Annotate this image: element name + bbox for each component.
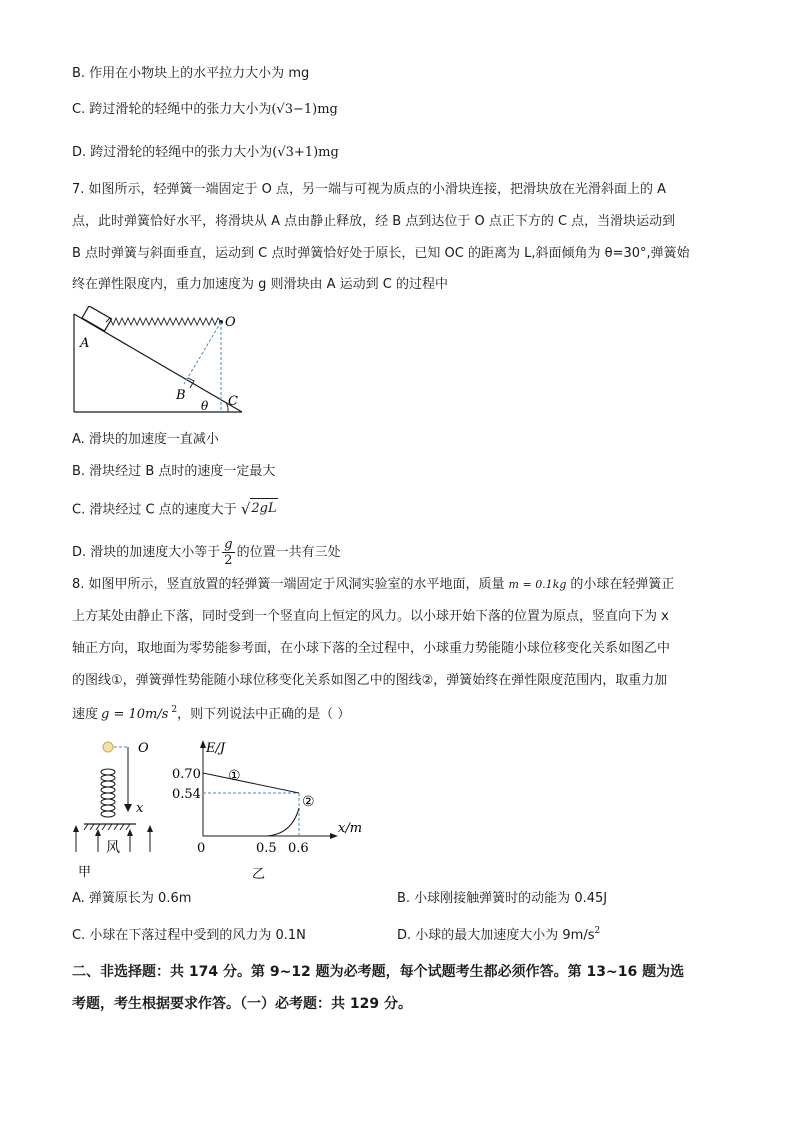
q8-stem-line4: 的图线①，弹簧弹性势能随小球位移变化关系如图乙中的图线②，弹簧始终在弹性限度范围内，取重力加 (72, 673, 668, 688)
q8-stem-line1 (72, 575, 674, 595)
sqrt-radicand: 2gL (250, 498, 277, 519)
q7-option-b: B. 滑块经过 B 点时的速度一定最大 (72, 464, 276, 479)
section2-heading-line1: 二、非选择题：共 174 分。第 9~12 题为必考题，每个试题考生都必须作答。第 13~16 题为选 (72, 964, 685, 980)
q7-option-d-text: D. 滑块的加速度大小等于 (72, 545, 221, 560)
x-axis-arrowhead (124, 804, 132, 812)
yi-caption: 乙 (252, 867, 266, 882)
q8-stem-line1-b: 的小球在轻弹簧正 (570, 577, 675, 592)
ground-hatch (84, 824, 130, 830)
q8-g-expr: g = 10m/s (101, 707, 169, 722)
q6-option-c (72, 100, 338, 120)
section2-heading-line2: 考题，考生根据要求作答。（一）必考题：共 129 分。 (72, 996, 412, 1012)
q7-stem-line4: 终在弹性限度内，重力加速度为 g 则滑块由 A 运动到 C 的过程中 (72, 277, 449, 292)
wind-arrowheads (73, 825, 153, 836)
q8-option-d (397, 926, 600, 947)
q8-option-d-text: D. 小球的最大加速度大小为 9m/s (397, 928, 595, 943)
q8-g-exponent: 2 (171, 705, 178, 715)
fraction-denominator: 2 (224, 553, 233, 568)
x-tick-0-6: 0.6 (288, 841, 309, 856)
q8-stem-line3: 轴正方向，取地面为零势能参考面，在小球下落的全过程中，小球重力势能随小球位移变化关系如图乙中 (72, 641, 671, 656)
label-o: O (225, 315, 236, 330)
curve-1-line (203, 773, 299, 793)
x-axis-arrowhead-yi (330, 833, 338, 839)
ob-dashed-line (184, 322, 221, 384)
x-tick-origin: 0 (197, 841, 206, 856)
q7-option-a: A. 滑块的加速度一直减小 (72, 432, 219, 447)
q6-option-d-text: D. 跨过滑轮的轻绳中的张力大小为 (72, 145, 273, 160)
q7-stem-line3: B 点时弹簧与斜面垂直，运动到 C 点时弹簧恰好处于原长，已知 OC 的距离为 L,斜面倾角为 θ=30°,弹簧始 (72, 246, 690, 261)
vertical-spring (101, 769, 115, 817)
y-tick-0-54: 0.54 (172, 787, 201, 802)
x-axis-label: x/m (338, 821, 363, 836)
q8-figure-jia (64, 738, 164, 880)
q7-stem-line1: 7. 如图所示，轻弹簧一端固定于 O 点，另一端与可视为质点的小滑块连接，把滑块放在光滑斜面上的 A (72, 182, 667, 197)
jia-label-x: x (136, 801, 144, 816)
q6-option-c-expr: (√3−1)mg (271, 102, 338, 117)
label-c: C (228, 394, 238, 409)
q8-stem-line5-a: 速度 (72, 707, 99, 722)
q7-option-c-text: C. 滑块经过 C 点的速度大于 (72, 502, 237, 518)
sqrt-expression: √ 2gL (240, 499, 277, 518)
jia-caption: 甲 (78, 865, 92, 880)
fraction-numerator: g (224, 537, 233, 552)
q6-option-c-text: C. 跨过滑轮的轻绳中的张力大小为 (72, 102, 272, 117)
q8-option-d-exponent: 2 (594, 926, 601, 936)
q6-option-d-expr: (√3+1)mg (272, 145, 339, 160)
q7-stem-line2: 点，此时弹簧恰好水平，将滑块从 A 点由静止释放，经 B 点到达位于 O 点正下方的 C 点，当滑块运动到 (72, 214, 676, 229)
q6-option-b: B. 作用在小物块上的水平拉力大小为 mg (72, 66, 310, 81)
curve-2-label: ② (302, 794, 315, 810)
q8-option-a: A. 弹簧原长为 0.6m (72, 891, 192, 906)
q8-figure-yi (166, 736, 376, 882)
ball (103, 742, 113, 752)
label-theta: θ (201, 399, 209, 413)
label-a: A (80, 336, 90, 351)
spring (106, 318, 221, 325)
curve-1-label: ① (228, 768, 241, 784)
q8-stem-line1-a: 8. 如图甲所示，竖直放置的轻弹簧一端固定于风洞实验室的水平地面，质量 (72, 577, 505, 592)
jia-label-o: O (138, 741, 149, 756)
q7-option-c (72, 498, 278, 521)
right-angle-mark (188, 378, 194, 388)
wind-label: 风 (106, 840, 120, 856)
y-axis-label: E/J (206, 741, 226, 756)
y-tick-0-70: 0.70 (172, 767, 201, 782)
q7-incline-figure (66, 306, 256, 418)
q8-stem-line2: 上方某处由静止下落，同时受到一个竖直向上恒定的风力。以小球开始下落的位置为原点，竖直向下为 x (72, 609, 669, 624)
q7-option-d-suffix: 的位置一共有三处 (236, 545, 341, 560)
fraction-g-over-2 (222, 537, 234, 568)
label-b: B (176, 388, 186, 403)
q6-option-d (72, 143, 339, 163)
x-tick-0-5: 0.5 (256, 841, 277, 856)
q8-stem-line5-b: ，则下列说法中正确的是（ ） (177, 707, 351, 722)
q8-mass-expr: m = 0.1kg (508, 578, 567, 591)
curve-2-line (267, 808, 299, 836)
q8-option-c: C. 小球在下落过程中受到的风力为 0.1N (72, 928, 306, 943)
q7-option-d (72, 537, 341, 568)
q8-option-b: B. 小球刚接触弹簧时的动能为 0.45J (397, 891, 608, 906)
q8-stem-line5 (72, 705, 350, 726)
